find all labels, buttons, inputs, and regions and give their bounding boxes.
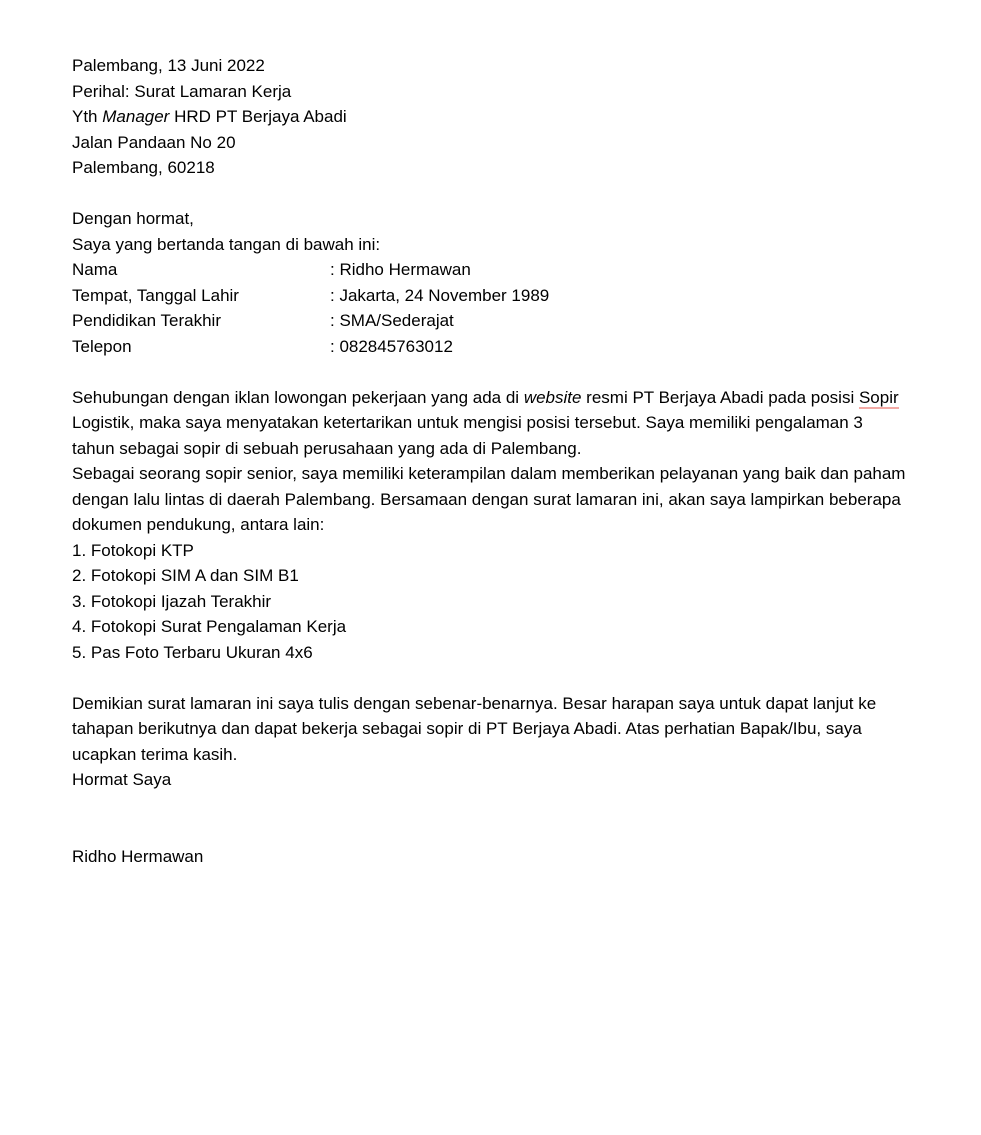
intro-line: Saya yang bertanda tangan di bawah ini: xyxy=(72,234,381,254)
recipient-line-1: Yth Manager HRD PT Berjaya Abadi xyxy=(72,107,347,126)
subject-line: Perihal: Surat Lamaran Kerja xyxy=(72,81,292,101)
personal-data-value: : SMA/Sederajat xyxy=(330,311,454,330)
attachment-item: 1. Fotokopi KTP xyxy=(72,540,194,560)
paragraph-opening: Sehubungan dengan iklan lowongan pekerjaan yang ada di website resmi PT Berjaya Abadi pada posisi Sopir Logistik, maka saya menyatakan ketertarikan untuk mengisi posisi tersebut. Saya memiliki pengalaman 3 tahun sebagai sopir di sebuah perusahaan yang ada di Palembang. xyxy=(72,387,899,458)
date-line: Palembang, 13 Juni 2022 xyxy=(72,56,265,75)
recipient-line-3: Palembang, 60218 xyxy=(72,158,215,177)
recipient-block xyxy=(72,104,909,181)
italic-text-run: Manager xyxy=(102,107,170,126)
attachment-item: 5. Pas Foto Terbaru Ukuran 4x6 xyxy=(72,642,313,662)
paragraph-closing: Demikian surat lamaran ini saya tulis dengan sebenar-benarnya. Besar harapan saya untuk dapat lanjut ke tahapan berikutnya dan dapat bekerja sebagai sopir di PT Berjaya Abadi. Atas perhatian Bapak/Ibu, saya ucapkan terima kasih. xyxy=(72,693,877,764)
attachments-list xyxy=(72,538,909,666)
spellcheck-flagged-word: Sopir xyxy=(858,387,899,407)
personal-data-value: : Jakarta, 24 November 1989 xyxy=(330,285,550,305)
personal-data-row xyxy=(72,308,909,334)
personal-data-row xyxy=(72,334,909,360)
personal-data-label: Tempat, Tanggal Lahir xyxy=(72,285,239,305)
personal-data-label: Pendidikan Terakhir xyxy=(72,311,221,330)
italic-text-run: website xyxy=(523,387,582,407)
personal-data-label: Nama xyxy=(72,260,118,279)
personal-data-table xyxy=(72,257,909,359)
personal-data-label: Telepon xyxy=(72,336,132,356)
paragraph-skills: Sebagai seorang sopir senior, saya memiliki keterampilan dalam memberikan pelayanan yang baik dan paham dengan lalu lintas di daerah Palembang. Bersamaan dengan surat lamaran ini, akan saya lampirkan beberapa dokumen pendukung, antara lain: xyxy=(72,464,906,534)
attachment-item: 3. Fotokopi Ijazah Terakhir xyxy=(72,591,272,611)
personal-data-row xyxy=(72,257,909,283)
signature-space xyxy=(72,793,909,844)
signature-name: Ridho Hermawan xyxy=(72,846,204,866)
attachment-item: 4. Fotokopi Surat Pengalaman Kerja xyxy=(72,617,347,636)
personal-data-value: : Ridho Hermawan xyxy=(330,260,471,279)
personal-data-row xyxy=(72,283,909,309)
attachment-item: 2. Fotokopi SIM A dan SIM B1 xyxy=(72,566,299,585)
closing-salutation: Hormat Saya xyxy=(72,770,172,789)
personal-data-value: : 082845763012 xyxy=(330,336,453,356)
recipient-line-2: Jalan Pandaan No 20 xyxy=(72,132,236,152)
salutation: Dengan hormat, xyxy=(72,209,194,228)
